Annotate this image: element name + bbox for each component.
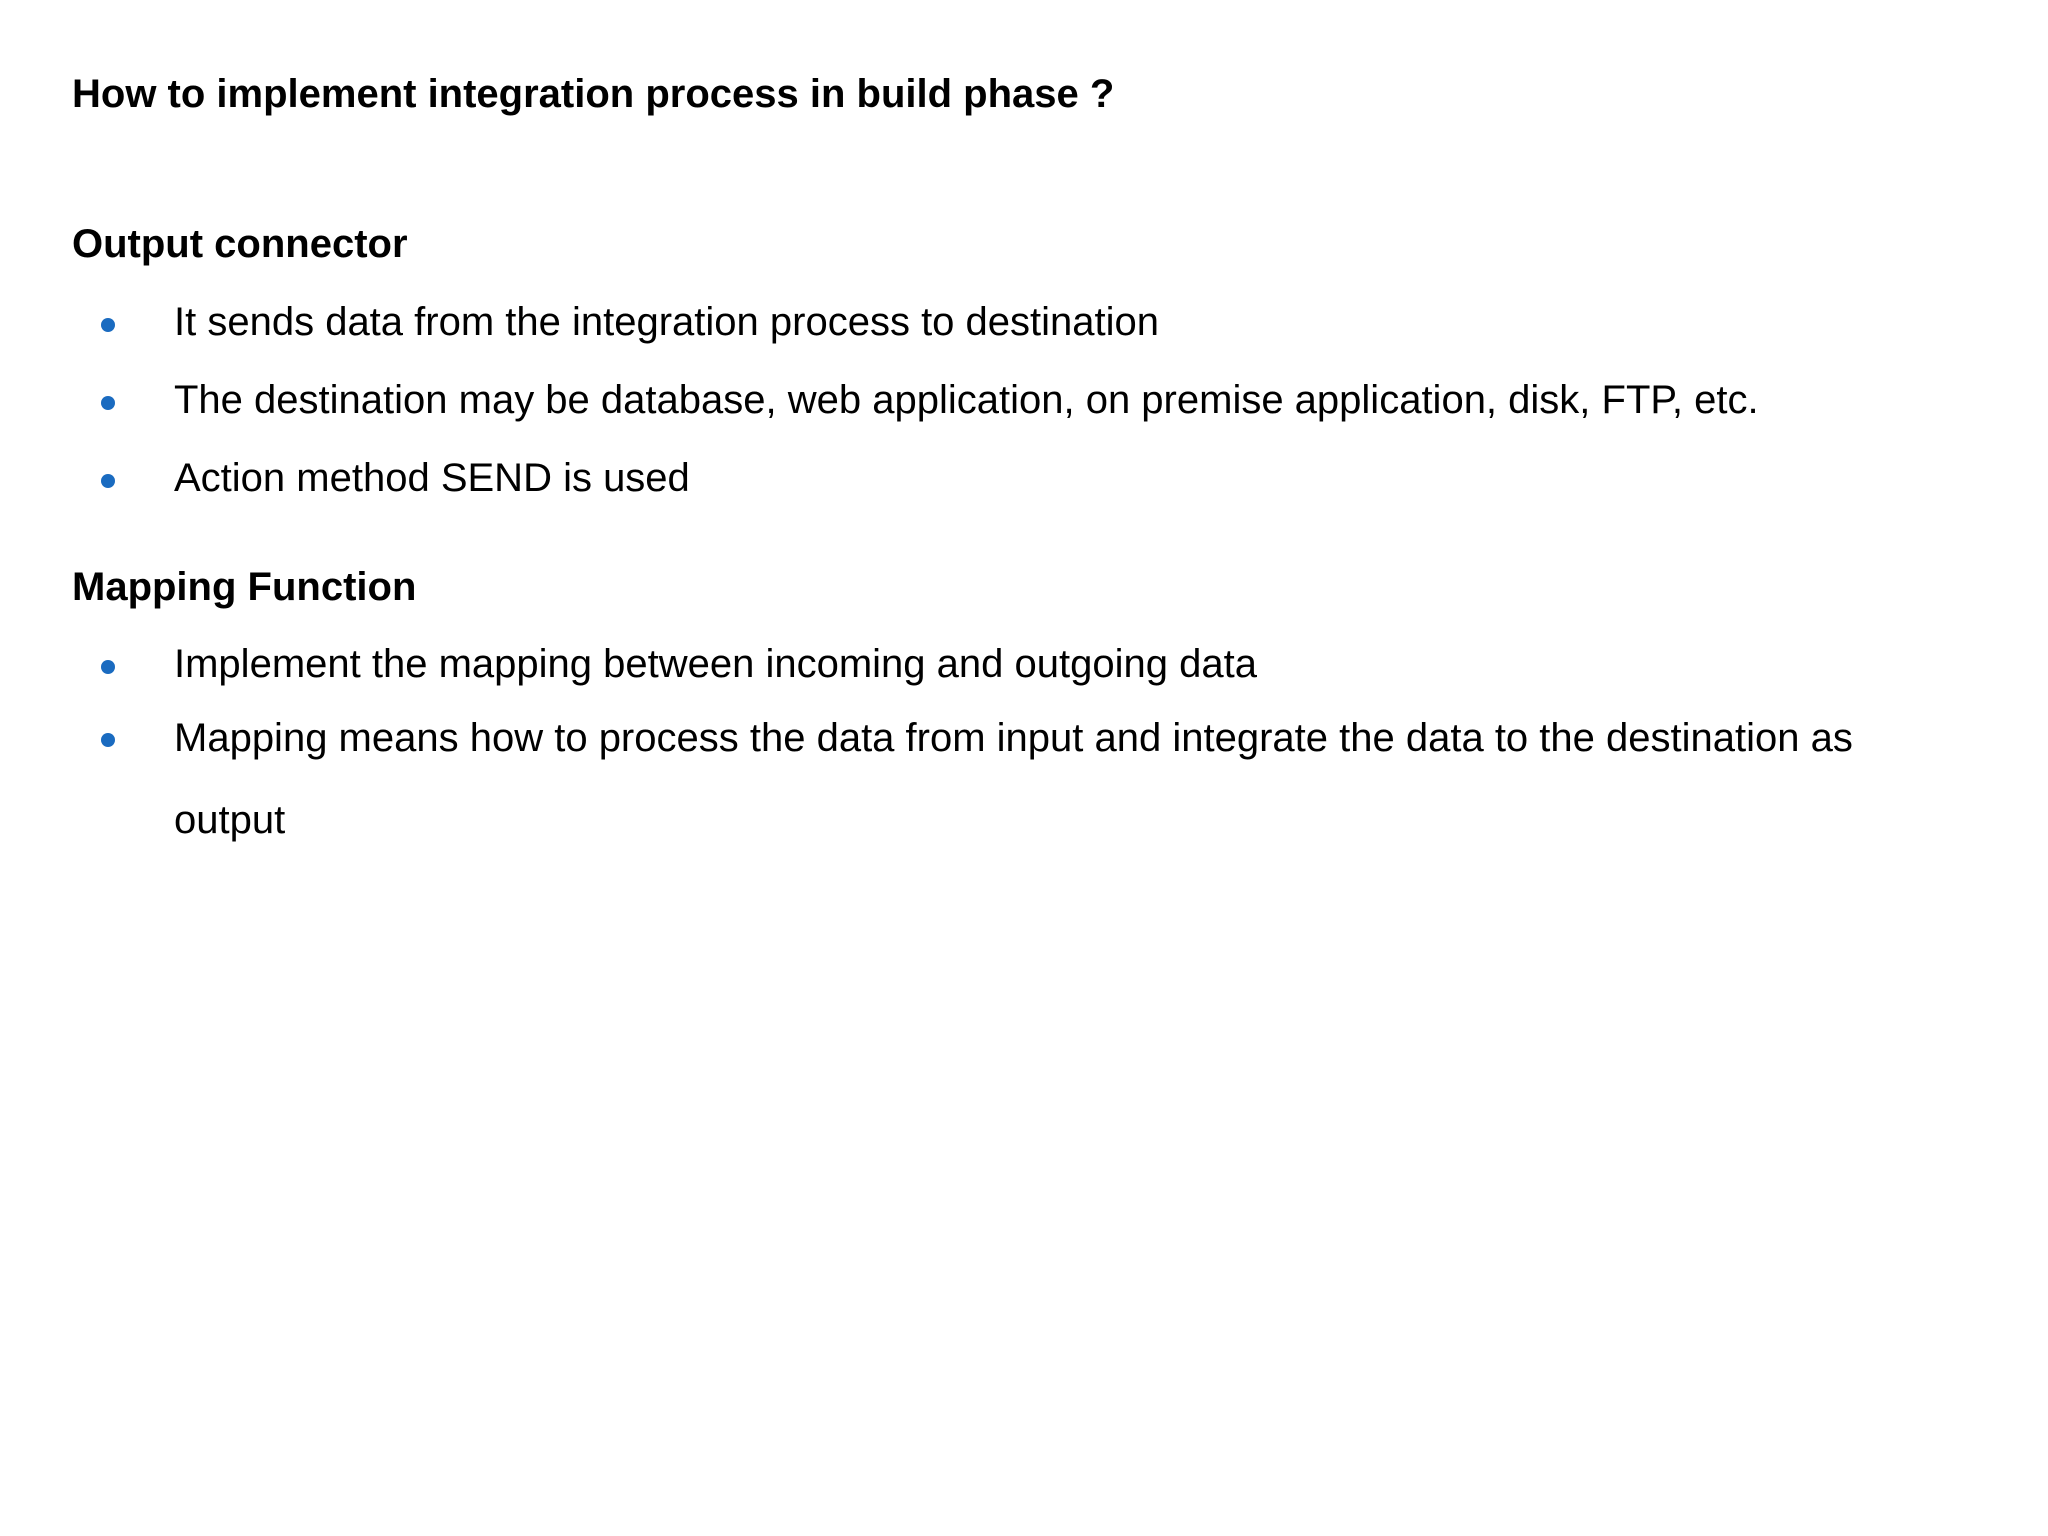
bullet-icon [101,660,115,674]
section-heading-mapping-function: Mapping Function [72,565,417,609]
bullet-icon [101,318,115,332]
section-heading-output-connector: Output connector [72,222,408,266]
bullet-icon [101,733,115,747]
bullet-text: It sends data from the integration process to destination [174,300,1160,344]
bullet-icon [101,396,115,410]
bullet-text: The destination may be database, web application, on premise application, disk, FTP, etc. [174,378,1759,422]
bullet-icon [101,474,115,488]
bullet-text: Mapping means how to process the data from input and integrate the data to the destination as output [174,716,1853,842]
bullet-text: Action method SEND is used [174,456,690,500]
slide-title: How to implement integration process in build phase ? [72,72,1115,116]
bullet-text: Implement the mapping between incoming and outgoing data [174,642,1257,686]
